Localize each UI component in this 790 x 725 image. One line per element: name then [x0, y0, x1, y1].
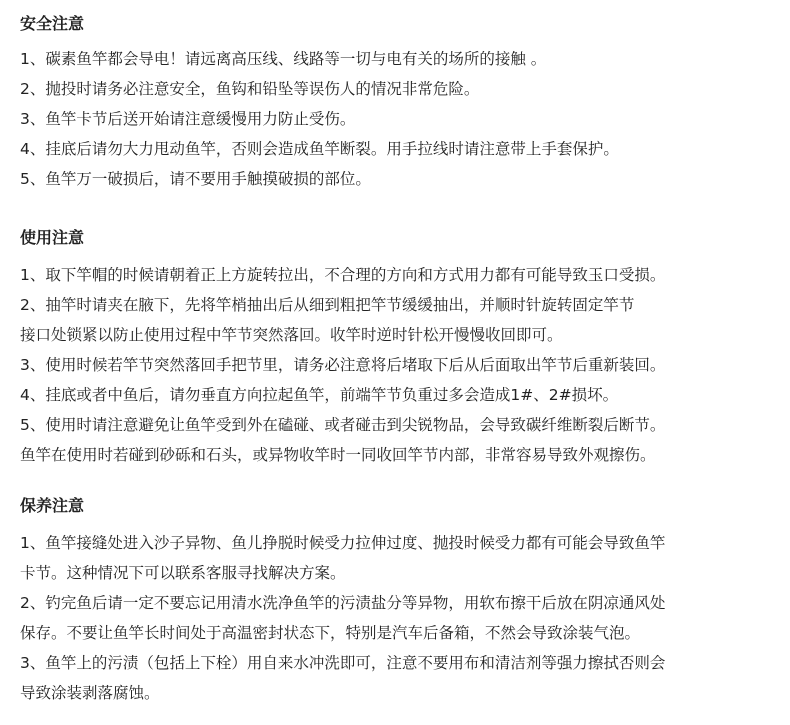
- list-item-continuation: 鱼竿在使用时若碰到砂砾和石头，或异物收竿时一同收回竿节内部，非常容易导致外观擦伤。: [20, 446, 656, 464]
- item-number: 1、: [20, 50, 46, 68]
- item-number: 3、: [20, 110, 46, 128]
- section-usage: [20, 228, 780, 470]
- list-item: [20, 134, 780, 164]
- item-text: 钓完鱼后请一定不要忘记用清水洗净鱼竿的污渍盐分等异物，用软布擦干后放在阴凉通风处: [45, 594, 666, 612]
- item-number: 1、: [20, 266, 46, 284]
- item-number: 5、: [20, 416, 46, 434]
- item-text: 取下竿帽的时候请朝着正上方旋转拉出，不合理的方向和方式用力都有可能导致玉口受损。: [45, 266, 666, 284]
- list-item: [20, 410, 780, 440]
- list-item: [20, 74, 780, 104]
- item-text: 挂底后请勿大力甩动鱼竿，否则会造成鱼竿断裂。用手拉线时请注意带上手套保护。: [45, 140, 619, 158]
- item-number: 4、: [20, 386, 46, 404]
- item-number: 2、: [20, 594, 46, 612]
- item-number: 3、: [20, 654, 46, 672]
- item-text: 鱼竿卡节后送开始请注意缓慢用力防止受伤。: [45, 110, 356, 128]
- section-title: 使用注意: [20, 228, 85, 247]
- item-number: 5、: [20, 170, 46, 188]
- section-title: 保养注意: [20, 496, 85, 515]
- section-safety: [20, 14, 780, 194]
- list-item-continuation: 导致涂装剥落腐蚀。: [20, 684, 160, 702]
- item-number: 2、: [20, 296, 46, 314]
- list-item: [20, 260, 780, 290]
- item-text: 挂底或者中鱼后，请勿垂直方向拉起鱼竿，前端竿节负重过多会造成1#、2#损坏。: [45, 386, 619, 404]
- item-number: 1、: [20, 534, 46, 552]
- item-number: 3、: [20, 356, 46, 374]
- item-number: 4、: [20, 140, 46, 158]
- item-text: 鱼竿万一破损后，请不要用手触摸破损的部位。: [45, 170, 371, 188]
- list-item: [20, 648, 780, 678]
- list-item: [20, 380, 780, 410]
- item-number: 2、: [20, 80, 46, 98]
- list-item: [20, 588, 780, 618]
- list-item: [20, 44, 780, 74]
- list-item: [20, 350, 780, 380]
- list-item: [20, 104, 780, 134]
- list-item-continuation: 接口处锁紧以防止使用过程中竿节突然落回。收竿时逆时针松开慢慢收回即可。: [20, 326, 563, 344]
- item-text: 鱼竿上的污渍（包括上下栓）用自来水冲洗即可，注意不要用布和清洁剂等强力擦拭否则会: [45, 654, 666, 672]
- section-maintenance: [20, 496, 780, 708]
- item-text: 碳素鱼竿都会导电！请远离高压线、线路等一切与电有关的场所的接触 。: [45, 50, 547, 68]
- item-text: 抛投时请务必注意安全，鱼钩和铅坠等误伤人的情况非常危险。: [45, 80, 480, 98]
- item-text: 使用时请注意避免让鱼竿受到外在磕碰、或者碰击到尖锐物品，会导致碳纤维断裂后断节。: [45, 416, 666, 434]
- item-text: 抽竿时请夹在腋下，先将竿梢抽出后从细到粗把竿节缓缓抽出，并顺时针旋转固定竿节: [45, 296, 635, 314]
- list-item-continuation: 保存。不要让鱼竿长时间处于高温密封状态下，特别是汽车后备箱，不然会导致涂装气泡。: [20, 624, 641, 642]
- item-text: 使用时候若竿节突然落回手把节里，请务必注意将后堵取下后从后面取出竿节后重新装回。: [45, 356, 666, 374]
- item-text: 鱼竿接缝处进入沙子异物、鱼儿挣脱时候受力拉伸过度、抛投时候受力都有可能会导致鱼竿: [45, 534, 666, 552]
- list-item: [20, 164, 780, 194]
- list-item-continuation: 卡节。这种情况下可以联系客服寻找解决方案。: [20, 564, 346, 582]
- list-item: [20, 528, 780, 558]
- list-item: [20, 290, 780, 320]
- section-title: 安全注意: [20, 14, 85, 33]
